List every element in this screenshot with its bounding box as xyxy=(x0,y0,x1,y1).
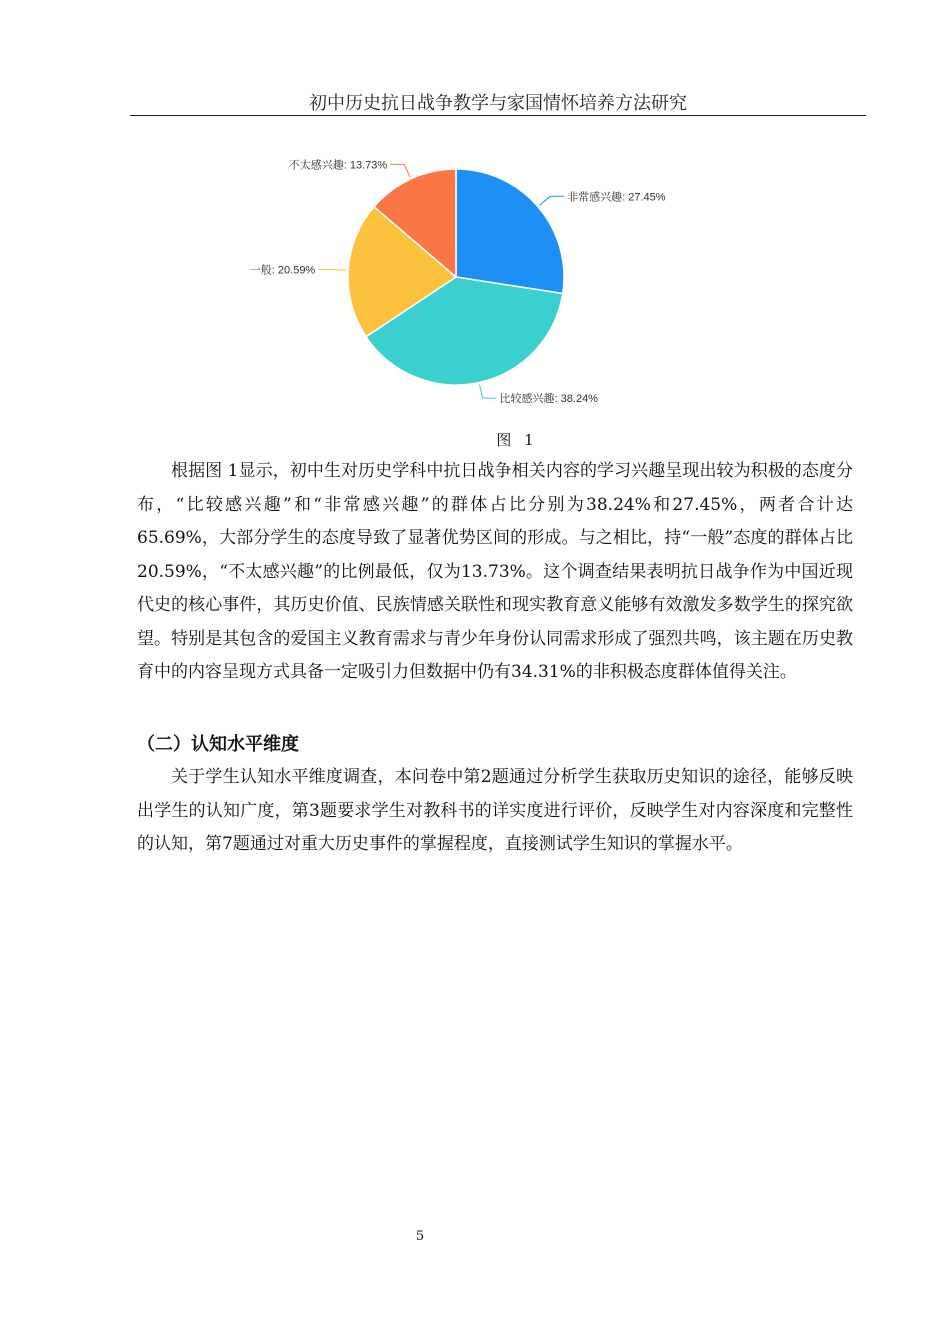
pie-label-0: 非常感兴趣: 27.45% xyxy=(567,191,666,204)
pie-chart-svg xyxy=(240,150,720,420)
pie-slices xyxy=(348,169,564,385)
pie-label-1: 比较感兴趣: 38.24% xyxy=(499,393,598,406)
page-number: 5 xyxy=(415,1229,425,1244)
pie-leader-line-2 xyxy=(318,269,346,270)
interest-pie-chart xyxy=(240,150,720,420)
paragraph-interest-analysis: 根据图 1显示，初中生对历史学科中抗日战争相关内容的学习兴趣呈现出较为积极的态度分布，“比较感兴趣”和“非常感兴趣”的群体占比分别为38.24%和27.45%，两者合计达65.69%，大部分学生的态度导致了显著优势区间的形成。与之相比，持“一般”态度的群体占比20.59%，“不太感兴趣”的比例最低，仅为13.73%。这个调查结果表明抗日战争作为中国近现代史的核心事件，其历史价值、民族情感关联性和现实教育意义能够有效激发多数学生的探究欲望。特别是其包含的爱国主义教育需求与青少年身份认同需求形成了强烈共鸣，该主题在历史教育中的内容呈现方式具备一定吸引力但数据中仍有34.31%的非积极态度群体值得关注。 xyxy=(137,461,853,682)
pie-label-2: 一般: 20.59% xyxy=(249,264,316,277)
pie-leader-line-0 xyxy=(540,196,565,205)
pie-slice-0 xyxy=(456,169,564,294)
pie-leader-line-3 xyxy=(390,164,410,177)
pie-leader-line-1 xyxy=(480,384,497,398)
header-rule xyxy=(130,115,866,116)
paragraph-cognition-dimension: 关于学生认知水平维度调查，本问卷中第2题通过分析学生获取历史知识的途径，能够反映出学生的认知广度，第3题要求学生对教科书的详实度进行评价，反映学生对内容深度和完整性的认知，第7题通过对重大历史事件的掌握程度，直接测试学生知识的掌握水平。 xyxy=(137,767,853,854)
figure-caption: 图 1 xyxy=(496,431,538,449)
section-heading-cognition: （二）认知水平维度 xyxy=(137,734,299,755)
running-header: 初中历史抗日战争教学与家国情怀培养方法研究 xyxy=(309,93,687,114)
pie-label-3: 不太感兴趣: 13.73% xyxy=(288,159,388,172)
